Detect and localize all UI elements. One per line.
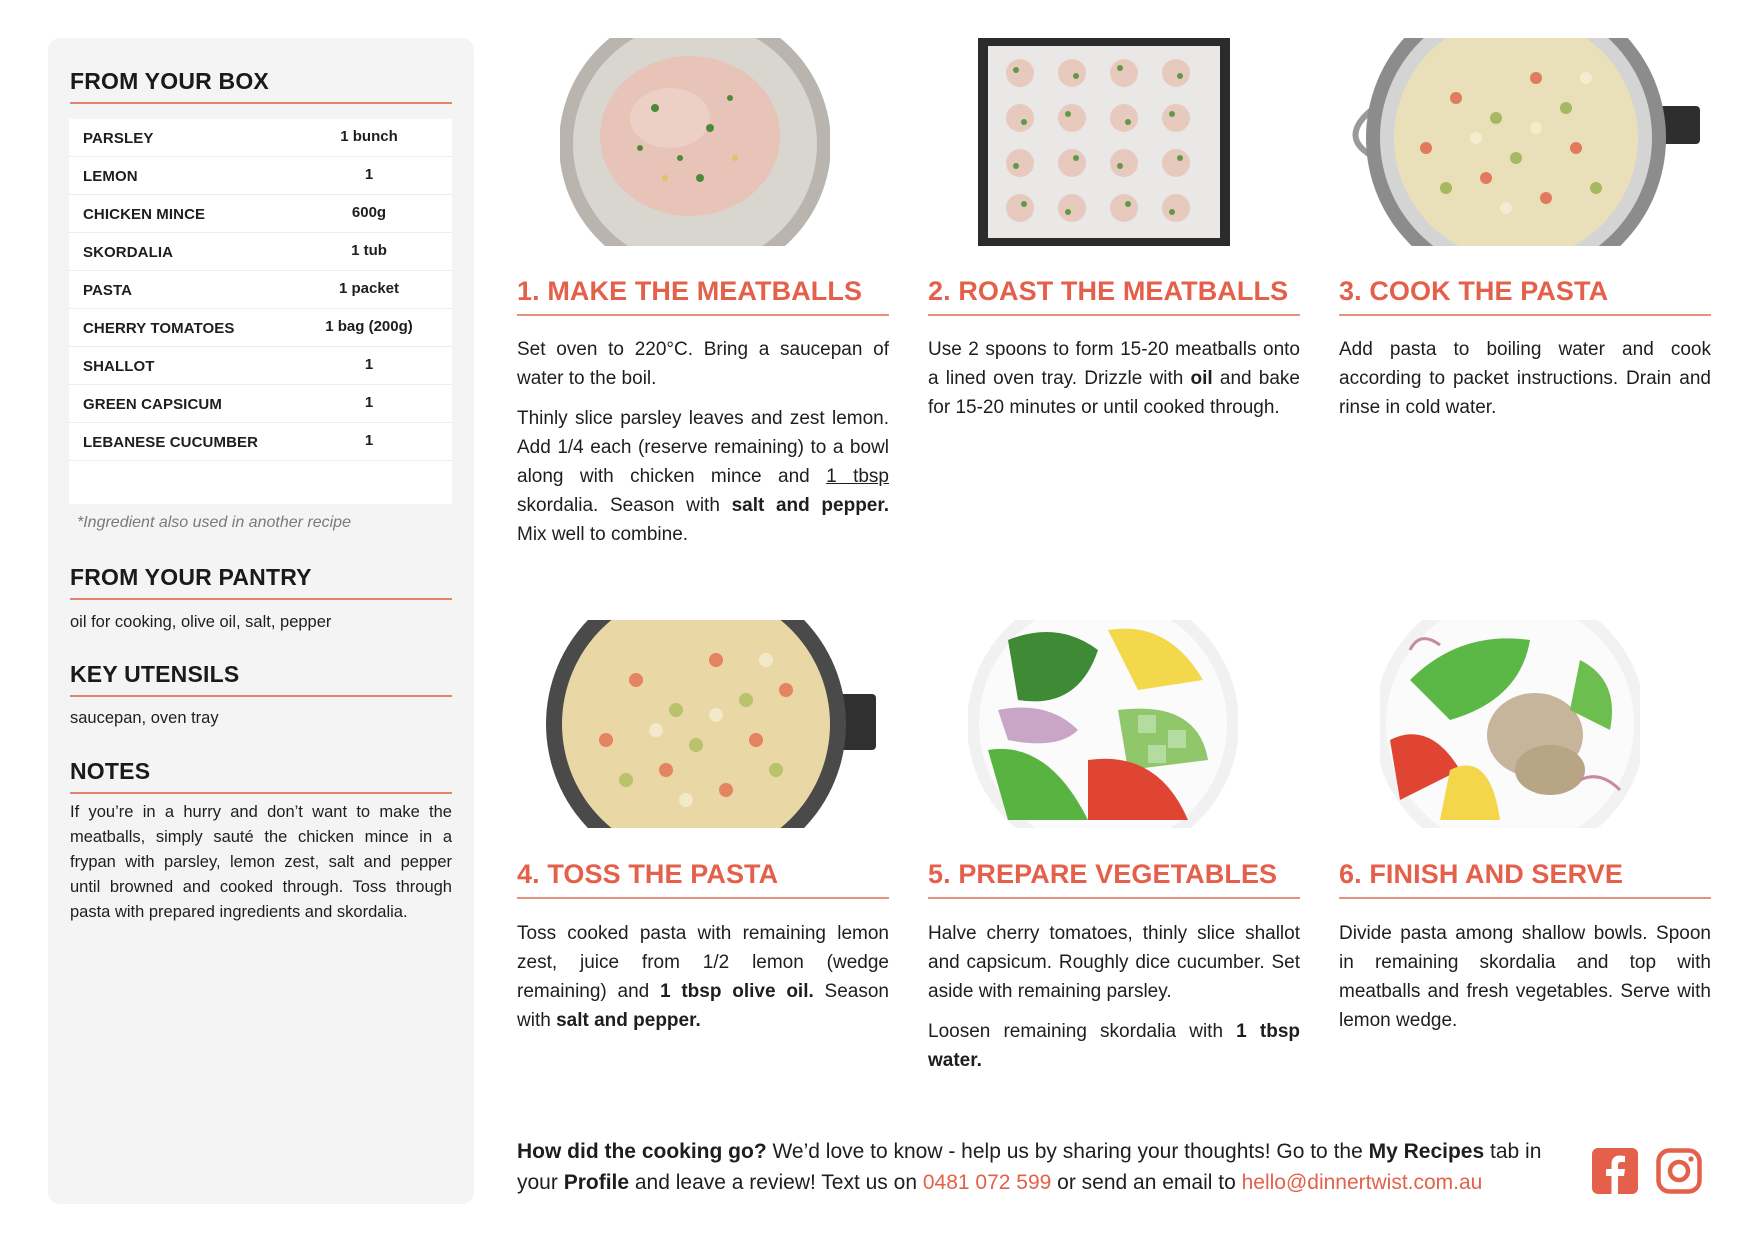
step-text-bold: 1 tbsp olive oil. (660, 981, 814, 1002)
from-your-pantry-title: FROM YOUR PANTRY (70, 564, 452, 600)
step-5-photo (968, 620, 1238, 828)
ingredient-row (69, 347, 452, 385)
facebook-icon[interactable] (1592, 1148, 1638, 1194)
step-text-bold: oil (1190, 368, 1213, 389)
step-4-body (517, 919, 889, 1046)
ingredient-footnote: *Ingredient also used in another recipe (77, 514, 351, 531)
step-text-bold: salt and pepper. (731, 495, 889, 516)
ingredient-row (69, 309, 452, 347)
step-5-para-2 (928, 1017, 1300, 1075)
step-text-underline: 1 tbsp (826, 466, 889, 487)
ingredient-name: SKORDALIA (83, 244, 174, 261)
instagram-icon[interactable] (1656, 1148, 1702, 1194)
notes-text: If you’re in a hurry and don’t want to make the meatballs, simply sauté the chicken mince in a frypan with parsley, lemon zest, salt and pepper until browned and cooked through. Toss through pasta with prepared ingredients and skordalia. (70, 803, 452, 921)
step-5-para-1: Halve cherry tomatoes, thinly slice shallot and capsicum. Roughly dice cucumber. Set aside with remaining parsley. (928, 923, 1300, 1002)
step-6-photo (1380, 620, 1640, 828)
ingredient-row (69, 195, 452, 233)
step-text: Toss cooked pasta with remaining lemon zest, juice from 1/2 lemon (wedge remaining) and (517, 923, 889, 1002)
ingredients-table (69, 119, 452, 504)
step-2-title: 2. ROAST THE MEATBALLS (928, 276, 1300, 316)
step-text: Season with (517, 981, 889, 1031)
ingredient-qty: 1 (364, 166, 374, 183)
step-2-photo (978, 38, 1230, 246)
step-text: Use 2 spoons to form 15-20 meatballs onto a lined oven tray. Drizzle with (928, 339, 1300, 389)
key-utensils-title: KEY UTENSILS (70, 661, 452, 697)
step-text-bold: salt and pepper. (556, 1010, 701, 1031)
step-text: skordalia. Season with (517, 495, 732, 516)
step-3-title: 3. COOK THE PASTA (1339, 276, 1711, 316)
ingredient-row (69, 157, 452, 195)
step-2-body (928, 335, 1300, 433)
footer-question: How did the cooking go? (517, 1140, 767, 1163)
ingredient-row (69, 385, 452, 423)
ingredient-qty: 600g (351, 204, 387, 221)
step-4-photo (546, 620, 876, 828)
step-text: Loosen remaining skordalia with (928, 1021, 1237, 1042)
ingredient-row (69, 271, 452, 309)
footer-text: and leave a review! Text us on (629, 1171, 923, 1194)
my-recipes-label: My Recipes (1368, 1140, 1485, 1163)
step-3-para-1: Add pasta to boiling water and cook according to packet instructions. Drain and rinse in cold water. (1339, 339, 1711, 418)
step-text: Mix well to combine. (517, 524, 689, 545)
step-3-body (1339, 335, 1711, 433)
step-1-para-1: Set oven to 220°C. Bring a saucepan of water to the boil. (517, 339, 889, 389)
ingredient-qty: 1 (364, 394, 374, 411)
ingredient-qty: 1 bag (200g) (325, 318, 413, 335)
phone-link[interactable]: 0481 072 599 (922, 1171, 1052, 1194)
footer-text: We’d love to know - help us by sharing your thoughts! Go to the (766, 1140, 1369, 1163)
ingredient-name: CHERRY TOMATOES (83, 320, 235, 337)
step-4-title: 4. TOSS THE PASTA (517, 859, 889, 899)
step-3-photo (1336, 38, 1702, 246)
step-2-para-1 (928, 335, 1300, 422)
ingredient-name: CHICKEN MINCE (83, 206, 206, 223)
ingredient-name: SHALLOT (83, 358, 155, 375)
step-6-para-1: Divide pasta among shallow bowls. Spoon in remaining skordalia and top with meatballs and fresh vegetables. Serve with lemon wedge. (1339, 923, 1711, 1031)
footer-text: tab in your (517, 1140, 1542, 1194)
step-text: and bake for 15-20 minutes or until cooked through. (928, 368, 1300, 418)
ingredient-row (69, 233, 452, 271)
step-5-title: 5. PREPARE VEGETABLES (928, 859, 1300, 899)
utensils-text: saucepan, oven tray (70, 709, 219, 727)
step-6-title: 6. FINISH AND SERVE (1339, 859, 1711, 899)
ingredient-name: LEMON (83, 168, 138, 185)
ingredient-name: GREEN CAPSICUM (83, 396, 222, 413)
ingredient-qty: 1 (364, 432, 374, 449)
ingredient-qty: 1 bunch (340, 128, 398, 145)
step-6-body (1339, 919, 1711, 1046)
ingredient-name: PARSLEY (83, 130, 154, 147)
step-4-para-1 (517, 919, 889, 1035)
ingredient-qty: 1 packet (338, 280, 400, 297)
from-your-box-title: FROM YOUR BOX (70, 68, 452, 104)
step-text-bold: 1 tbsp water. (928, 1021, 1300, 1071)
step-1-para-2 (517, 404, 889, 549)
ingredient-qty: 1 (364, 356, 374, 373)
step-1-body (517, 335, 889, 560)
feedback-footer (517, 1136, 1567, 1198)
ingredient-name: PASTA (83, 282, 133, 299)
ingredients-sidebar (48, 38, 474, 1204)
pantry-text: oil for cooking, olive oil, salt, pepper (70, 613, 332, 631)
ingredient-row (69, 423, 452, 461)
email-link[interactable]: hello@dinnertwist.com.au (1241, 1171, 1483, 1194)
step-text: Thinly slice parsley leaves and zest lemon. Add 1/4 each (reserve remaining) to a bowl along with chicken mince and (517, 408, 889, 487)
ingredient-qty: 1 tub (351, 242, 387, 259)
step-5-body (928, 919, 1300, 1086)
ingredient-name: LEBANESE CUCUMBER (83, 434, 259, 451)
ingredient-row (69, 119, 452, 157)
step-1-photo (560, 38, 830, 246)
step-1-title: 1. MAKE THE MEATBALLS (517, 276, 889, 316)
profile-label: Profile (563, 1171, 630, 1194)
notes-title: NOTES (70, 758, 452, 794)
footer-text: or send an email to (1051, 1171, 1242, 1194)
